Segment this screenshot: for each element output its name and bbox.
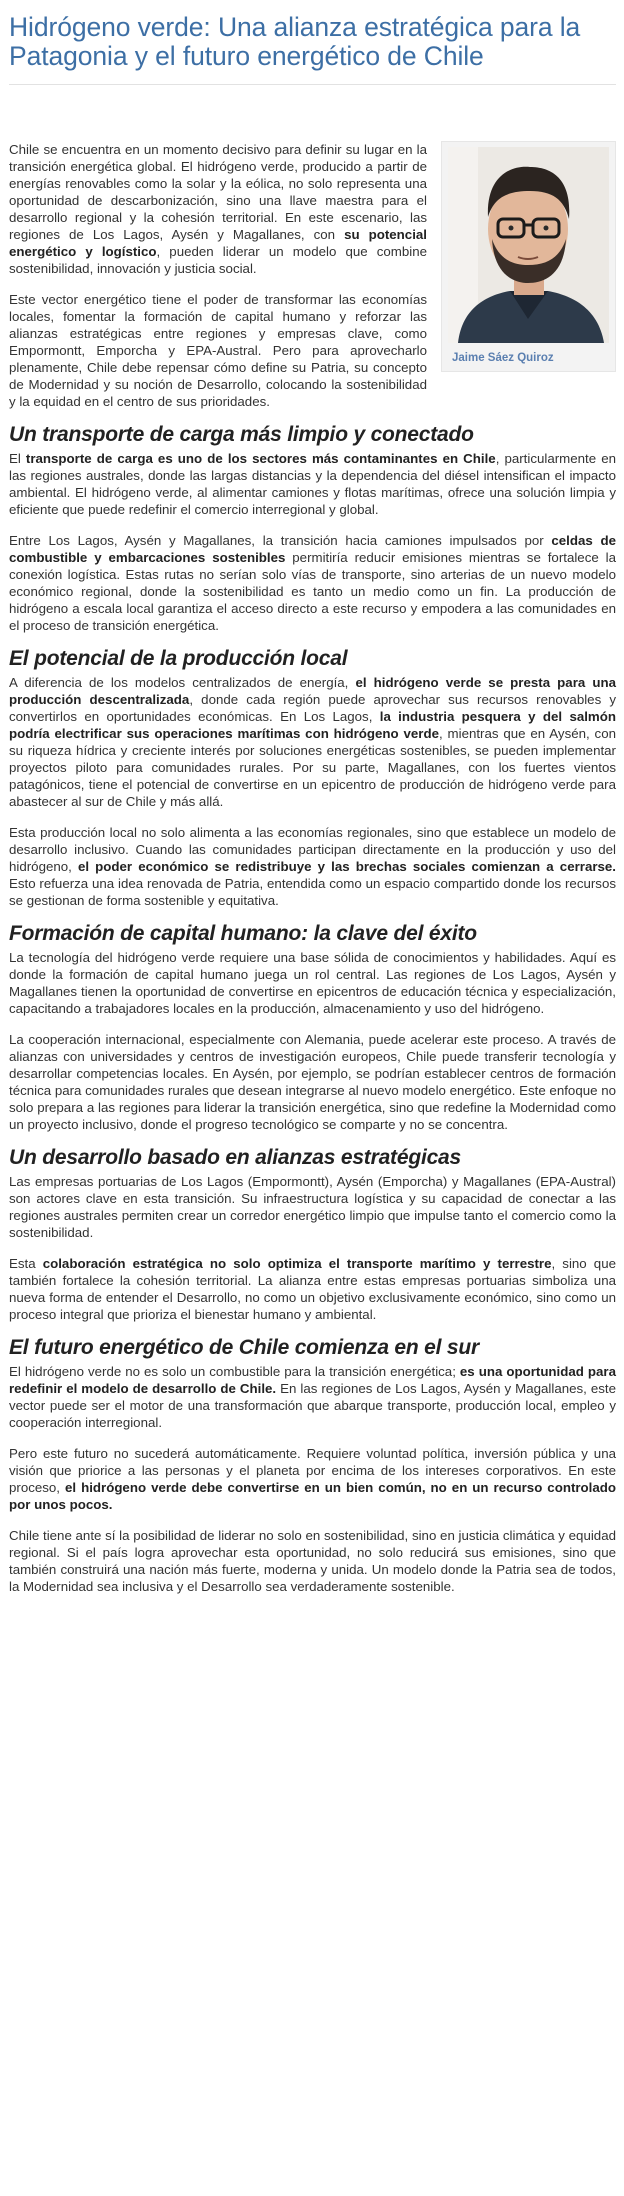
- section-heading-human-capital: Formación de capital humano: la clave del éxito: [9, 922, 477, 945]
- human-capital-paragraph-1: La tecnología del hidrógeno verde requiere una base sólida de conocimientos y habilidades. Aquí es donde la formación de capital humano juega un rol central. Las regiones de Los Lagos, Aysén y Magallanes tienen la oportunidad de convertirse en epicentros de educación técnica y especialización, capacitando a trabajadores locales en la producción, almacenamiento y uso del hidrógeno.: [9, 950, 616, 1016]
- section-heading-alliances: Un desarrollo basado en alianzas estratégicas: [9, 1146, 462, 1169]
- article-title: Hidrógeno verde: Una alianza estratégica para la Patagonia y el futuro energético de Chile: [9, 12, 581, 71]
- transport-paragraph-1: El transporte de carga es uno de los sectores más contaminantes en Chile, particularmente en las regiones australes, donde las largas distancias y la dependencia del diésel intensifican el impacto ambiental. El hidrógeno verde, al alimentar camiones y flotas marítimas, ofrece una solución limpia y eficiente que puede redefinir el comercio interregional y global.: [9, 451, 616, 517]
- human-capital-paragraph-2: La cooperación internacional, especialmente con Alemania, puede acelerar este proceso. A través de alianzas con universidades y centros de investigación europeos, Chile puede transferir tecnología y desarrollar competencias locales. En Aysén, por ejemplo, se podrían establecer centros de formación técnica para comunidades rurales que desean integrarse al nuevo modelo energético. Este enfoque no solo prepara a las regiones para liderar la transición energética, sino que redefine la Modernidad como un proyecto inclusivo, donde el progreso tecnológico se comparte y no se concentra.: [9, 1032, 616, 1132]
- alliances-paragraph-1: Las empresas portuarias de Los Lagos (Empormontt), Aysén (Emporcha) y Magallanes (EPA-Austral) son actores clave en esta transición. Su infraestructura logística y su capacidad de conectar a las regiones australes permiten crear un corredor energético limpio que impulse tanto el comercio como la sostenibilidad.: [9, 1174, 616, 1240]
- intro-paragraph-1: Chile se encuentra en un momento decisivo para definir su lugar en la transición energética global. El hidrógeno verde, producido a partir de energías renovables como la solar y la eólica, no solo representa una oportunidad de descarbonización, sino una llave maestra para el desarrollo regional y la cohesión territorial. En este escenario, las regiones de Los Lagos, Aysén y Magallanes, con su potencial energético y logístico, pueden liderar un modelo que combine sostenibilidad, innovación y justicia social.: [9, 142, 427, 276]
- alliances-paragraph-2: Esta colaboración estratégica no solo optimiza el transporte marítimo y terrestre, sino que también fortalece la cohesión territorial. La alianza entre estas empresas portuarias simboliza una nueva forma de entender el Desarrollo, no como un objetivo exclusivamente económico, sino como un proceso integral que prioriza el bienestar humano y ambiental.: [9, 1256, 616, 1322]
- local-production-paragraph-2: Esta producción local no solo alimenta a las economías regionales, sino que establece un modelo de desarrollo inclusivo. Cuando las comunidades participan directamente en la producción y uso del hidrógeno, el poder económico se redistribuye y las brechas sociales comienzan a cerrarse. Esto refuerza una idea renovada de Patria, entendida como un espacio compartido donde los recursos se gestionan de forma sostenible y equitativa.: [9, 825, 616, 908]
- article-body: [9, 141, 616, 1595]
- intro-paragraph-2: Este vector energético tiene el poder de transformar las economías locales, fomentar la formación de capital humano y reforzar las alianzas estratégicas entre regiones y empresas clave, como Empormontt, Emporcha y EPA-Austral. Pero para aprovecharlo plenamente, Chile debe repensar cómo define su Patria, su concepto de Modernidad y su noción de Desarrollo, colocando la sostenibilidad y la equidad en el centro de sus prioridades.: [9, 292, 427, 409]
- title-divider: [9, 84, 616, 85]
- section-heading-transport: Un transporte de carga más limpio y conectado: [9, 423, 474, 446]
- author-caption: Jaime Sáez Quiroz: [452, 352, 554, 364]
- future-paragraph-1: El hidrógeno verde no es solo un combustible para la transición energética; es una oportunidad para redefinir el modelo de desarrollo de Chile. En las regiones de Los Lagos, Aysén y Magallanes, este vector puede ser el motor de una transformación que abarque transporte, producción local, empleo y cooperación interregional.: [9, 1364, 616, 1430]
- future-paragraph-2: Pero este futuro no sucederá automáticamente. Requiere voluntad política, inversión pública y una visión que priorice a las personas y el planeta por encima de los intereses corporativos. En este proceso, el hidrógeno verde debe convertirse en un bien común, no en un recurso controlado por unos pocos.: [9, 1446, 616, 1512]
- article: [9, 0, 616, 1609]
- author-photo: [448, 147, 609, 343]
- local-production-paragraph-1: A diferencia de los modelos centralizados de energía, el hidrógeno verde se presta para una producción descentralizada, donde cada región puede aprovechar sus recursos renovables y convertirlos en oportunidades económicas. En Los Lagos, la industria pesquera y del salmón podría electrificar sus operaciones marítimas con hidrógeno verde, mientras que en Aysén, con su riqueza hídrica y creciente interés por soluciones energéticas sostenibles, se pueden implementar proyectos piloto para comunidades rurales. Por su parte, Magallanes, con los fuertes vientos patagónicos, tiene el potencial de convertirse en un epicentro de producción de hidrógeno verde para abastecer al sur de Chile y más allá.: [9, 675, 617, 809]
- transport-paragraph-2: Entre Los Lagos, Aysén y Magallanes, la transición hacia camiones impulsados por celdas de combustible y embarcaciones sostenibles permitiría reducir emisiones mientras se fortalece la conexión logística. Estas rutas no serían solo vías de transporte, sino arterias de un nuevo modelo económico regional, donde la sostenibilidad es tanto un medio como un fin. La producción de hidrógeno a escala local garantiza el acceso directo a este recurso y empodera a las comunidades en el proceso de transición energética.: [9, 533, 617, 633]
- section-heading-local-production: El potencial de la producción local: [9, 647, 348, 670]
- author-figure: [441, 141, 616, 372]
- section-heading-future: El futuro energético de Chile comienza en el sur: [9, 1336, 480, 1359]
- future-paragraph-3: Chile tiene ante sí la posibilidad de liderar no solo en sostenibilidad, sino en justicia climática y equidad regional. Si el país logra aprovechar esta oportunidad, no solo reducirá sus emisiones, sino que también construirá una nación más fuerte, moderna y unida. Un modelo donde la Patria sea de todos, la Modernidad sea inclusiva y el Desarrollo sea verdaderamente sostenible.: [9, 1528, 616, 1594]
